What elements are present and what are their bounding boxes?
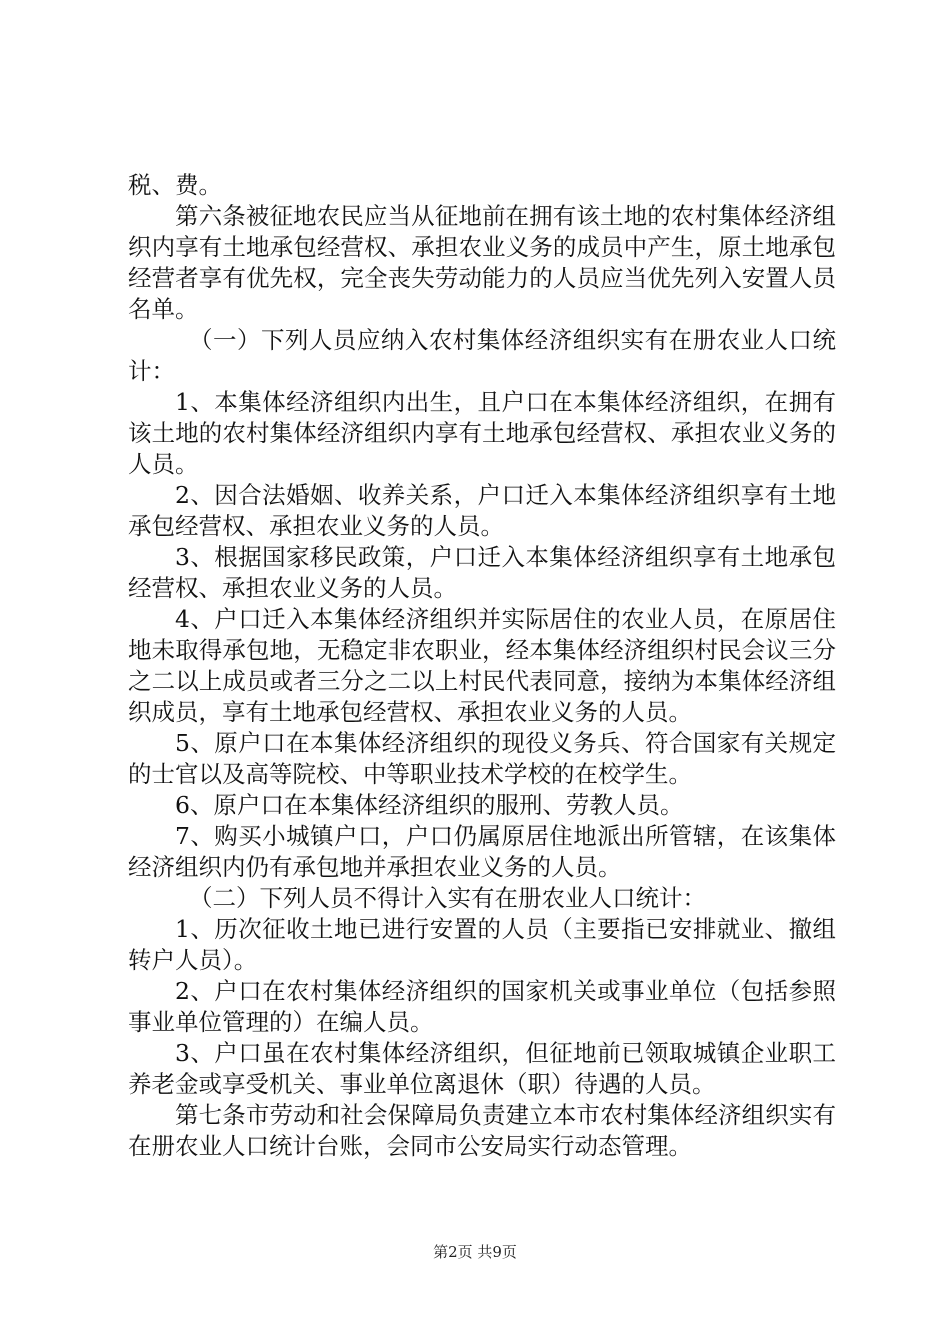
paragraph-exclusion-1: 1、历次征收土地已进行安置的人员（主要指已安排就业、撤组转户人员）。 — [128, 915, 836, 974]
paragraph-item-2: 2、因合法婚姻、收养关系，户口迁入本集体经济组织享有土地承包经营权、承担农业义务的人员。 — [128, 481, 836, 540]
paragraph-item-7: 7、购买小城镇户口，户口仍属原居住地派出所管辖，在该集体经济组织内仍有承包地并承担农业义务的人员。 — [128, 822, 836, 881]
paragraph-section-1-heading: （一）下列人员应纳入农村集体经济组织实有在册农业人口统计： — [128, 326, 836, 385]
paragraph-item-4: 4、户口迁入本集体经济组织并实际居住的农业人员，在原居住地未取得承包地，无稳定非农职业，经本集体经济组织村民会议三分之二以上成员或者三分之二以上村民代表同意，接纳为本集体经济组织成员，享有土地承包经营权、承担农业义务的人员。 — [128, 605, 836, 726]
paragraph-item-5: 5、原户口在本集体经济组织的现役义务兵、符合国家有关规定的士官以及高等院校、中等职业技术学校的在校学生。 — [128, 729, 836, 788]
document-body — [128, 170, 836, 1162]
paragraph-exclusion-2: 2、户口在农村集体经济组织的国家机关或事业单位（包括参照事业单位管理的）在编人员。 — [128, 977, 836, 1036]
paragraph-item-1: 1、本集体经济组织内出生，且户口在本集体经济组织，在拥有该土地的农村集体经济组织内享有土地承包经营权、承担农业义务的人员。 — [128, 388, 836, 478]
paragraph-exclusion-3: 3、户口虽在农村集体经济组织，但征地前已领取城镇企业职工养老金或享受机关、事业单位离退休（职）待遇的人员。 — [128, 1039, 836, 1098]
paragraph-section-2-heading: （二）下列人员不得计入实有在册农业人口统计： — [189, 884, 706, 912]
paragraph-article-7: 第七条市劳动和社会保障局负责建立本市农村集体经济组织实有在册农业人口统计台账，会同市公安局实行动态管理。 — [128, 1101, 836, 1160]
paragraph-item-3: 3、根据国家移民政策，户口迁入本集体经济组织享有土地承包经营权、承担农业义务的人员。 — [128, 543, 836, 602]
page-number-footer: 第2页 共9页 — [433, 1243, 517, 1261]
paragraph-article-6: 第六条被征地农民应当从征地前在拥有该土地的农村集体经济组织内享有土地承包经营权、承担农业义务的成员中产生，原土地承包经营者享有优先权，完全丧失劳动能力的人员应当优先列入安置人员名单。 — [128, 202, 836, 323]
paragraph-continuation: 税、费。 — [128, 171, 222, 199]
paragraph-item-6: 6、原户口在本集体经济组织的服刑、劳教人员。 — [175, 791, 684, 819]
